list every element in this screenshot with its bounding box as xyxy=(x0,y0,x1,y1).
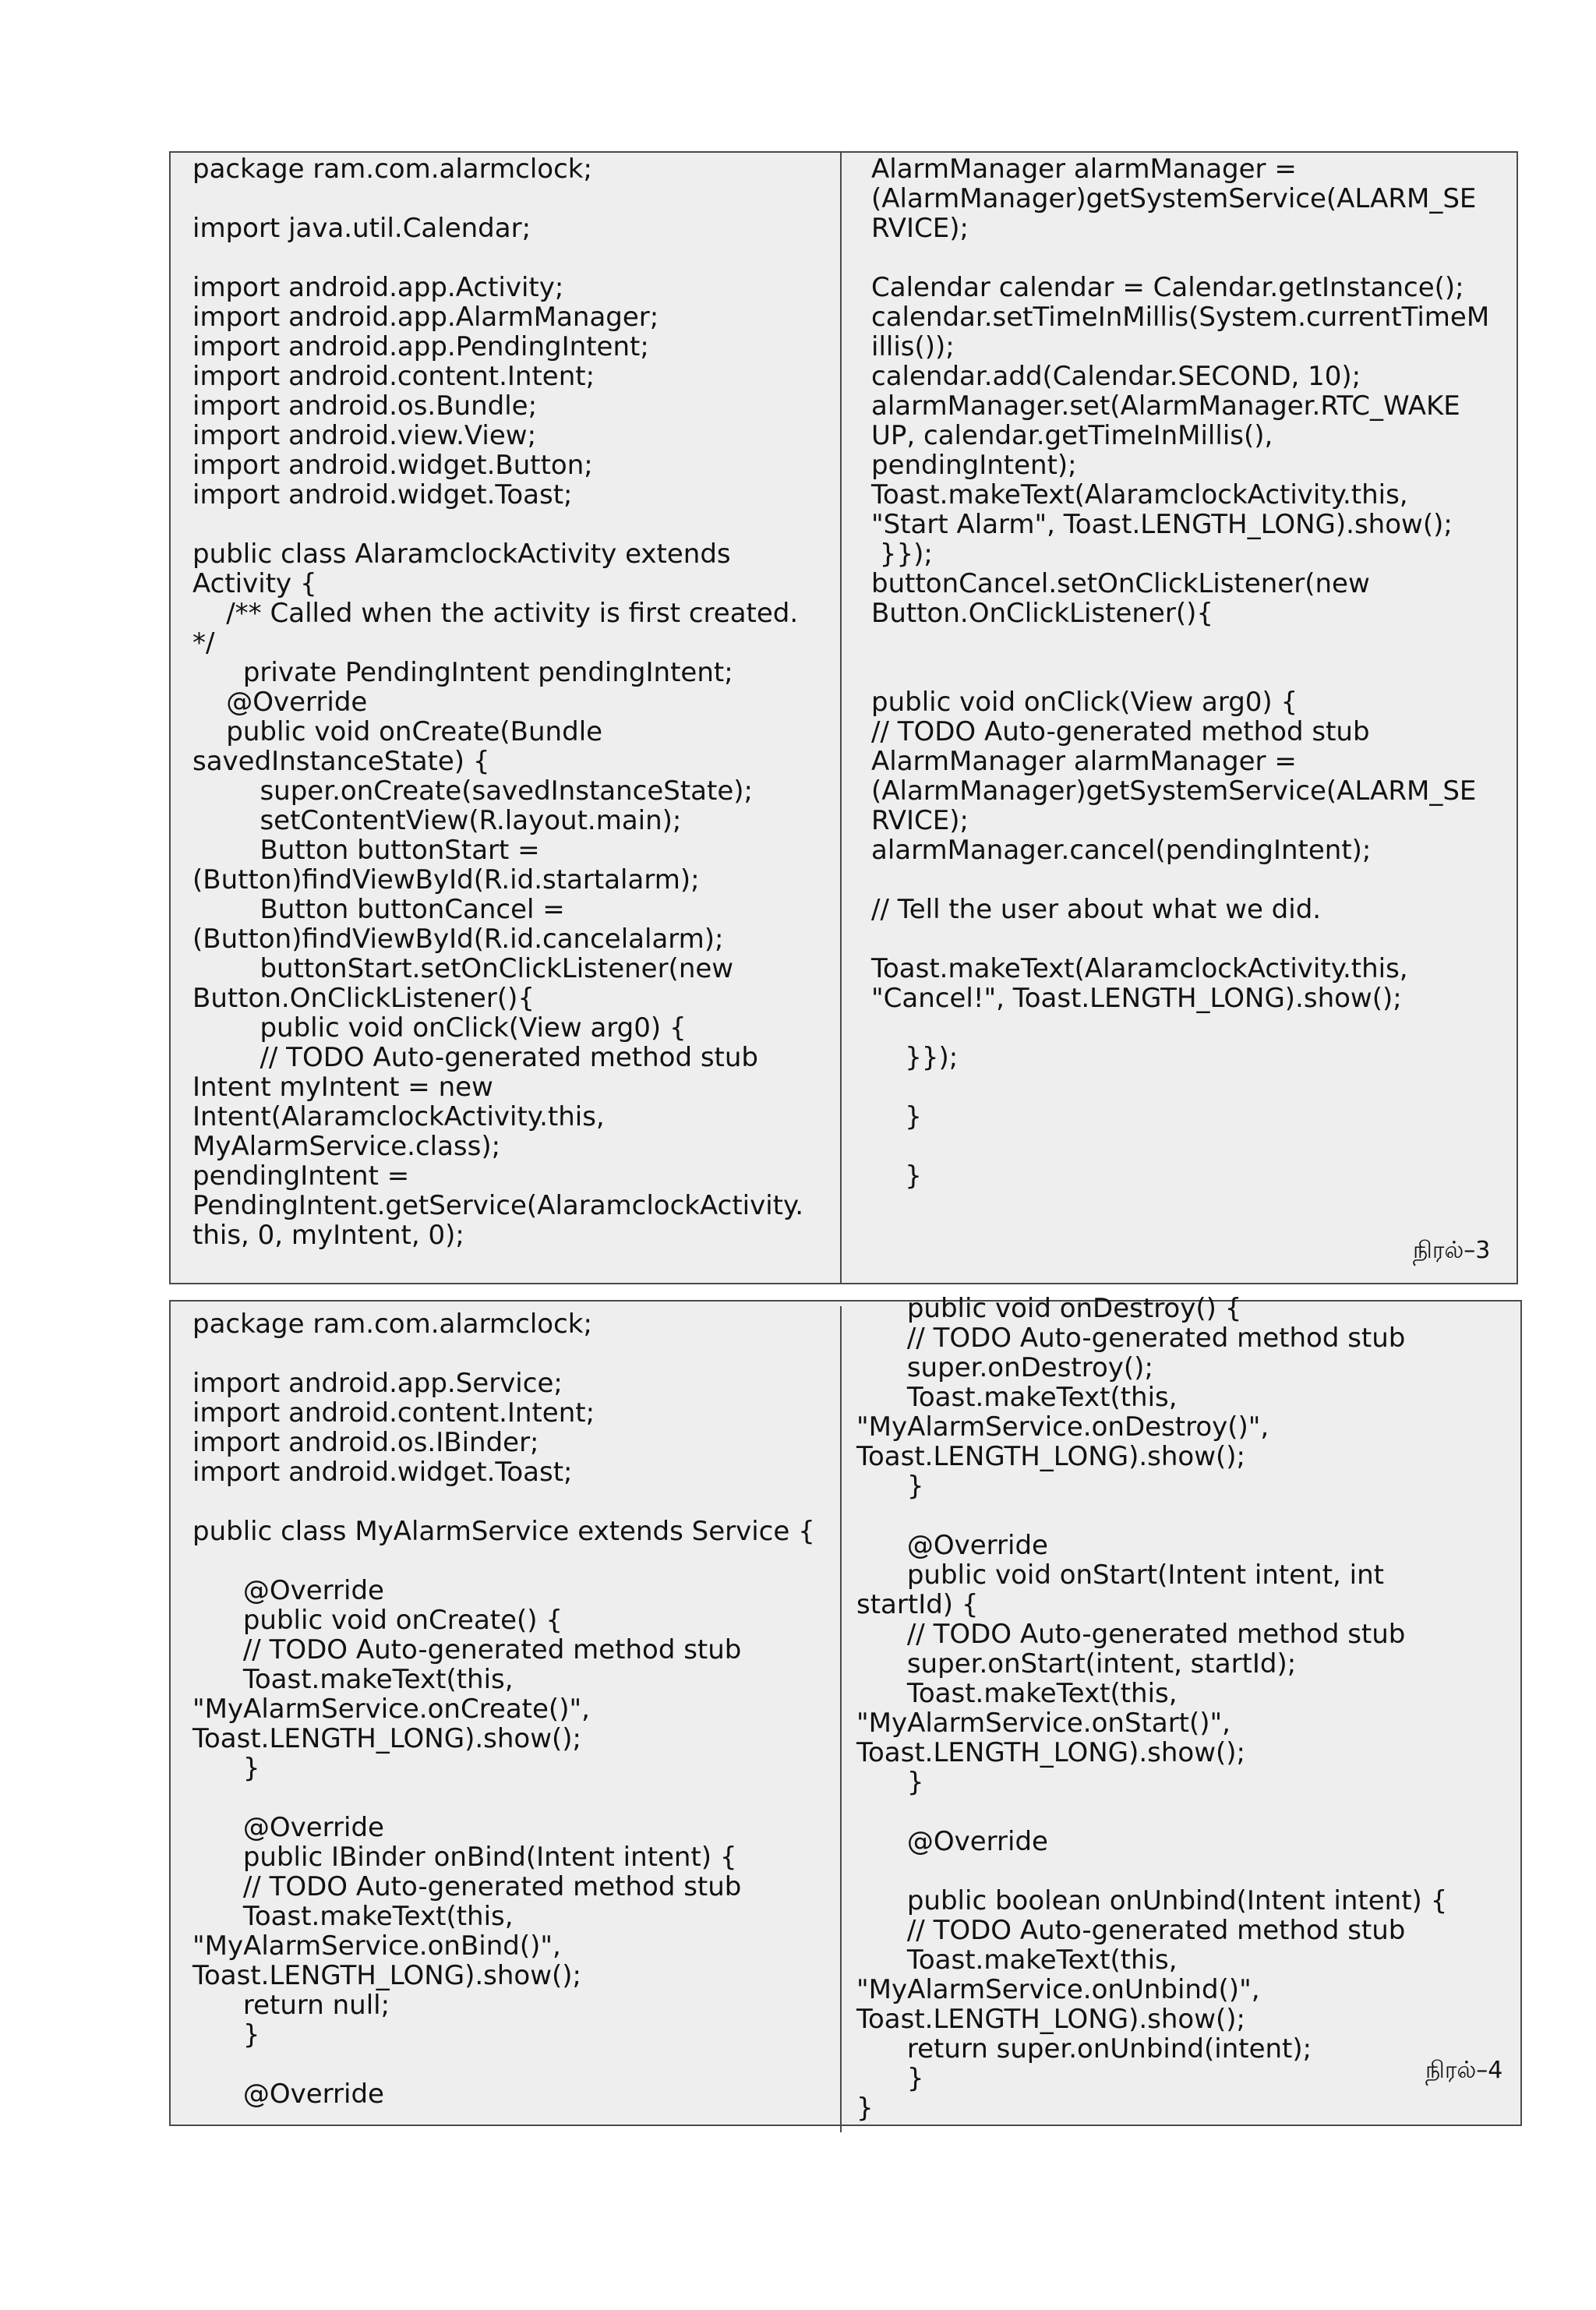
program-4-listing xyxy=(169,1293,1522,2126)
program-3-listing xyxy=(169,151,1518,1284)
program-4-label: நிரல்–4 xyxy=(1425,2057,1503,2084)
program-4-left-code: package ram.com.alarmclock; import android.app.Service; import android.content.Intent; import android.os.IBinder; import android.widget.Toast; public class MyAlarmService extends Service { @Override public void onCreate() { // TODO Auto-generated method stub Toast.makeText(this, "MyAlarmService.onCreate()", Toast.LENGTH_LONG).show(); } @Override public IBinder onBind(Intent intent) { // TODO Auto-generated method stub Toast.makeText(this, "MyAlarmService.onBind()", Toast.LENGTH_LONG).show(); return null; } @Override xyxy=(192,1309,815,2110)
program-3-left-code: package ram.com.alarmclock; import java.util.Calendar; import android.app.Activity; import android.app.AlarmManager; import android.app.PendingIntent; import android.content.Intent; import android.os.Bundle; import android.view.View; import android.widget.Button; import android.widget.Toast; public class AlaramclockActivity extends Activity { /** Called when the activity is first created. */ private PendingIntent pendingIntent; @Override public void onCreate(Bundle savedInstanceState) { super.onCreate(savedInstanceState); setContentView(R.layout.main); Button buttonStart = (Button)findViewById(R.id.startalarm); Button buttonCancel = (Button)findViewById(R.id.cancelalarm); buttonStart.setOnClickListener(new Button.OnClickListener(){ public void onClick(View arg0) { // TODO Auto-generated method stub Intent myIntent = new Intent(AlaramclockActivity.this, MyAlarmService.class); pendingIntent = PendingIntent.getService(AlaramclockActivity. this, 0, myIntent, 0); xyxy=(192,154,804,1251)
program-3-label: நிரல்–3 xyxy=(1413,1237,1491,1264)
column-divider xyxy=(840,1306,842,2132)
column-divider xyxy=(840,153,842,1283)
program-3-right-code: AlarmManager alarmManager = (AlarmManager)getSystemService(ALARM_SE RVICE); Calendar calendar = Calendar.getInstance(); calendar.setTimeInMillis(System.currentTimeM illis()); calendar.add(Calendar.SECOND, 10); alarmManager.set(AlarmManager.RTC_WAKE UP, calendar.getTimeInMillis(), pendingIntent); Toast.makeText(AlaramclockActivity.this, "Start Alarm", Toast.LENGTH_LONG).show(); }}); buttonCancel.setOnClickListener(new Button.OnClickListener(){ public void onClick(View arg0) { // TODO Auto-generated method stub AlarmManager alarmManager = (AlarmManager)getSystemService(ALARM_SE RVICE); alarmManager.cancel(pendingIntent); // Tell the user about what we did. Toast.makeText(AlaramclockActivity.this, "Cancel!", Toast.LENGTH_LONG).show(); }}); } } xyxy=(871,154,1490,1192)
program-4-right-code: public void onDestroy() { // TODO Auto-generated method stub super.onDestroy(); Toast.makeText(this, "MyAlarmService.onDestroy()", Toast.LENGTH_LONG).show(); } @Override public void onStart(Intent intent, int startId) { // TODO Auto-generated method stub super.onStart(intent, startId); Toast.makeText(this, "MyAlarmService.onStart()", Toast.LENGTH_LONG).show(); } @Override public boolean onUnbind(Intent intent) { // TODO Auto-generated method stub Toast.makeText(this, "MyAlarmService.onUnbind()", Toast.LENGTH_LONG).show(); return super.onUnbind(intent); } } xyxy=(856,1293,1448,2124)
